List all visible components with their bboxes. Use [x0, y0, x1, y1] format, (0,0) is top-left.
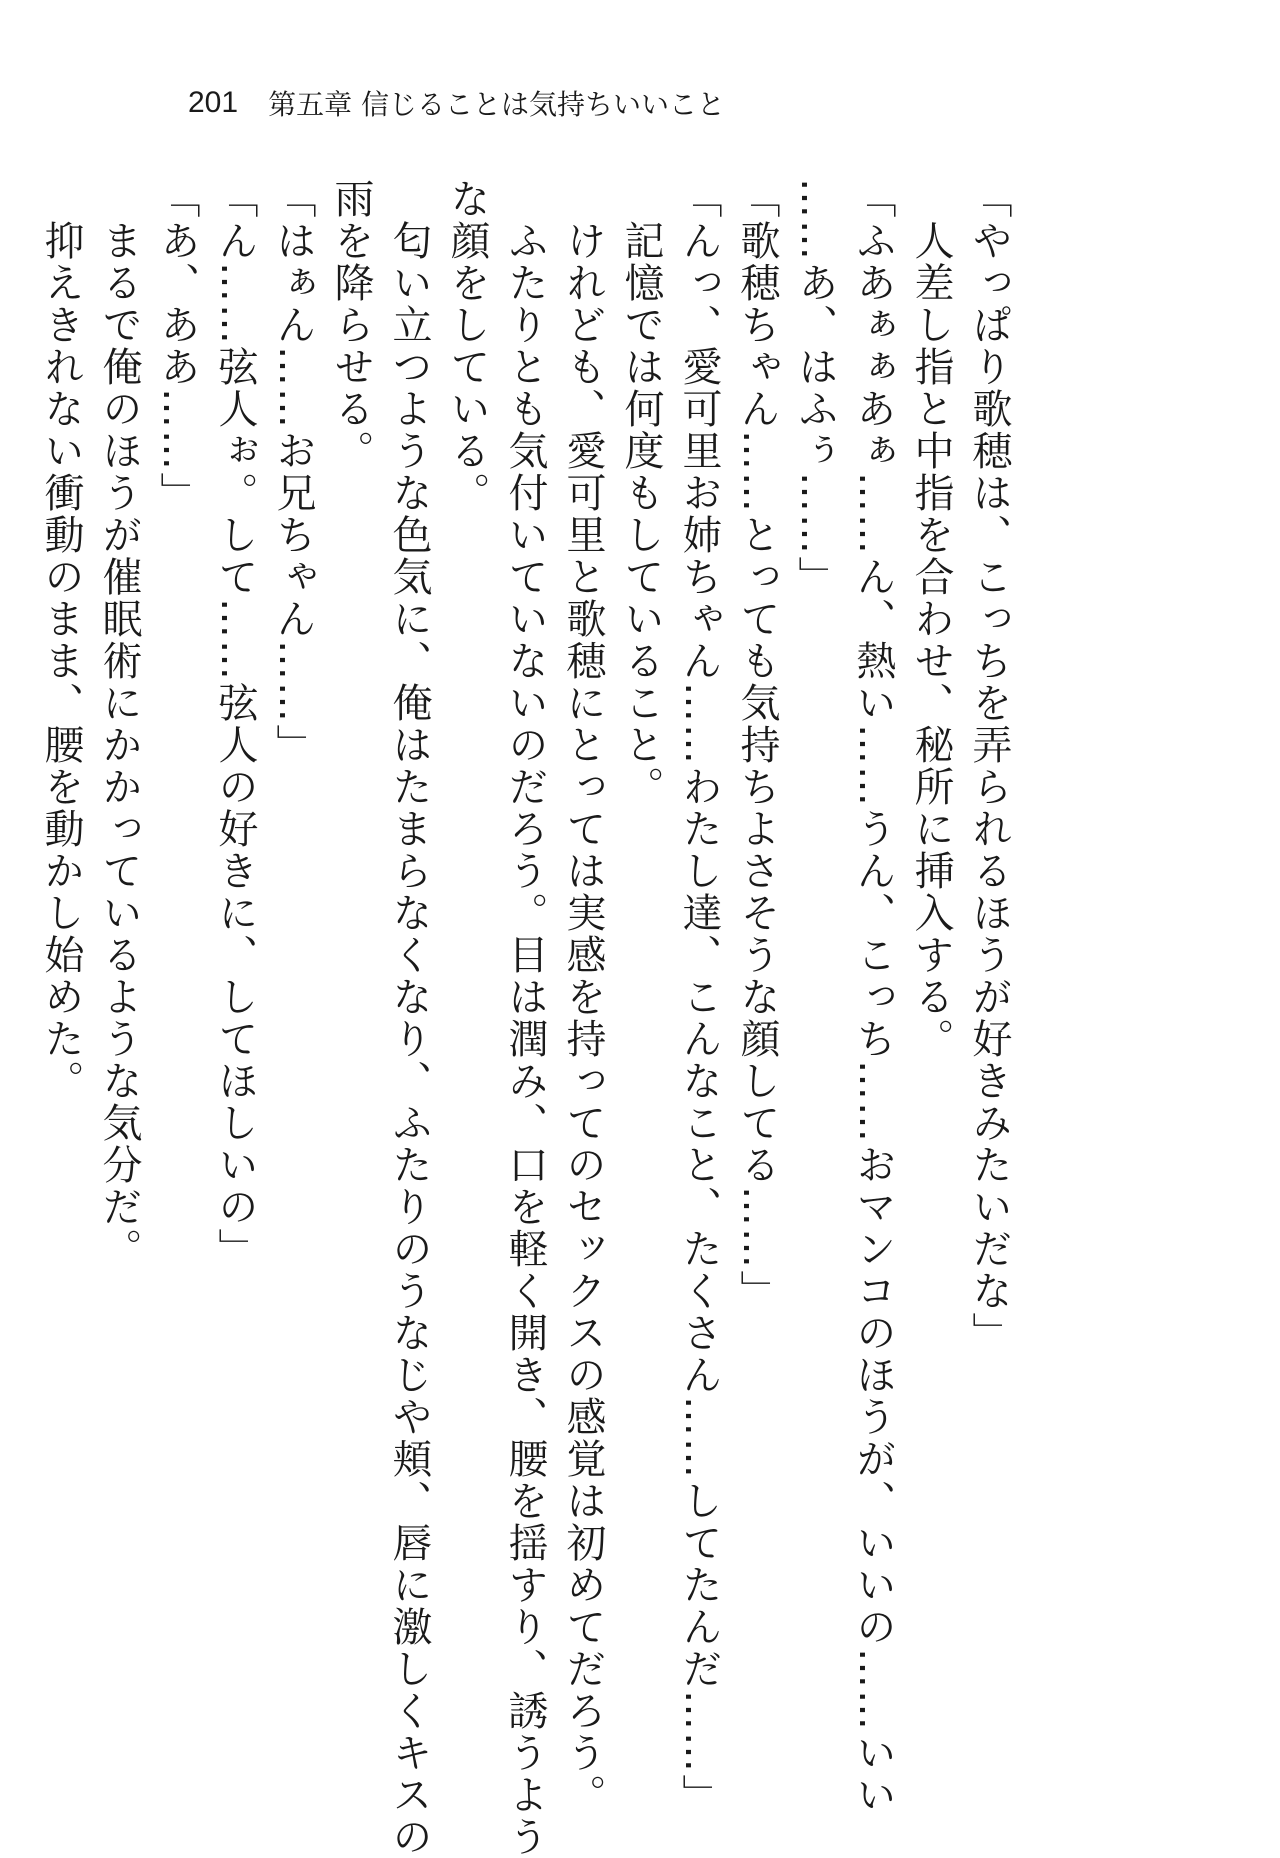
- text-line: 抑えきれない衝動のまま、腰を動かし始めた。: [38, 178, 84, 1102]
- text-line: 「歌穂ちゃん……とっても気持ちよさそうな顔してる……」: [734, 178, 780, 1312]
- text-line: 「はぁん……お兄ちゃん……」: [270, 178, 316, 766]
- text-line: 「んっ、愛可里お姉ちゃん……わたし達、こんなこと、たくさん……してたんだ……」: [676, 178, 722, 1816]
- text-line: ふたりとも気付いていないのだろう。目は潤み、口を軽く開き、腰を揺すり、誘うよう: [502, 178, 548, 1858]
- text-line: 雨を降らせる。: [328, 178, 374, 472]
- page-header: [188, 78, 725, 128]
- text-line: 「やっぱり歌穂は、こっちを弄られるほうが好きみたいだな」: [966, 178, 1012, 1354]
- text-line: まるで俺のほうが催眠術にかかっているような気分だ。: [96, 178, 142, 1270]
- text-line: 「あ、ああ……」: [154, 178, 200, 514]
- text-line: 匂い立つような色気に、俺はたまらなくなり、ふたりのうなじや頬、唇に激しくキスの: [386, 178, 432, 1858]
- text-line: 「ん……弦人ぉ。して……弦人の好きに、してほしいの」: [212, 178, 258, 1270]
- text-line: 人差し指と中指を合わせ、秘所に挿入する。: [908, 178, 954, 1060]
- text-line: けれども、愛可里と歌穂にとっては実感を持ってのセックスの感覚は初めてだろう。: [560, 178, 606, 1816]
- page-number: 201: [188, 86, 239, 119]
- vertical-body-text: [38, 178, 1018, 1858]
- text-line: 「ふあぁぁあぁ……ん、熱い……うん、こっち……おマンコのほうが、いいの……いい: [850, 178, 896, 1816]
- text-line: な顔をしている。: [444, 178, 490, 514]
- text-line: 記憶では何度もしていること。: [618, 178, 664, 808]
- text-line: ……あ、はふぅ……」: [792, 178, 838, 598]
- chapter-title: 第五章 信じることは気持ちいいこと: [268, 88, 725, 121]
